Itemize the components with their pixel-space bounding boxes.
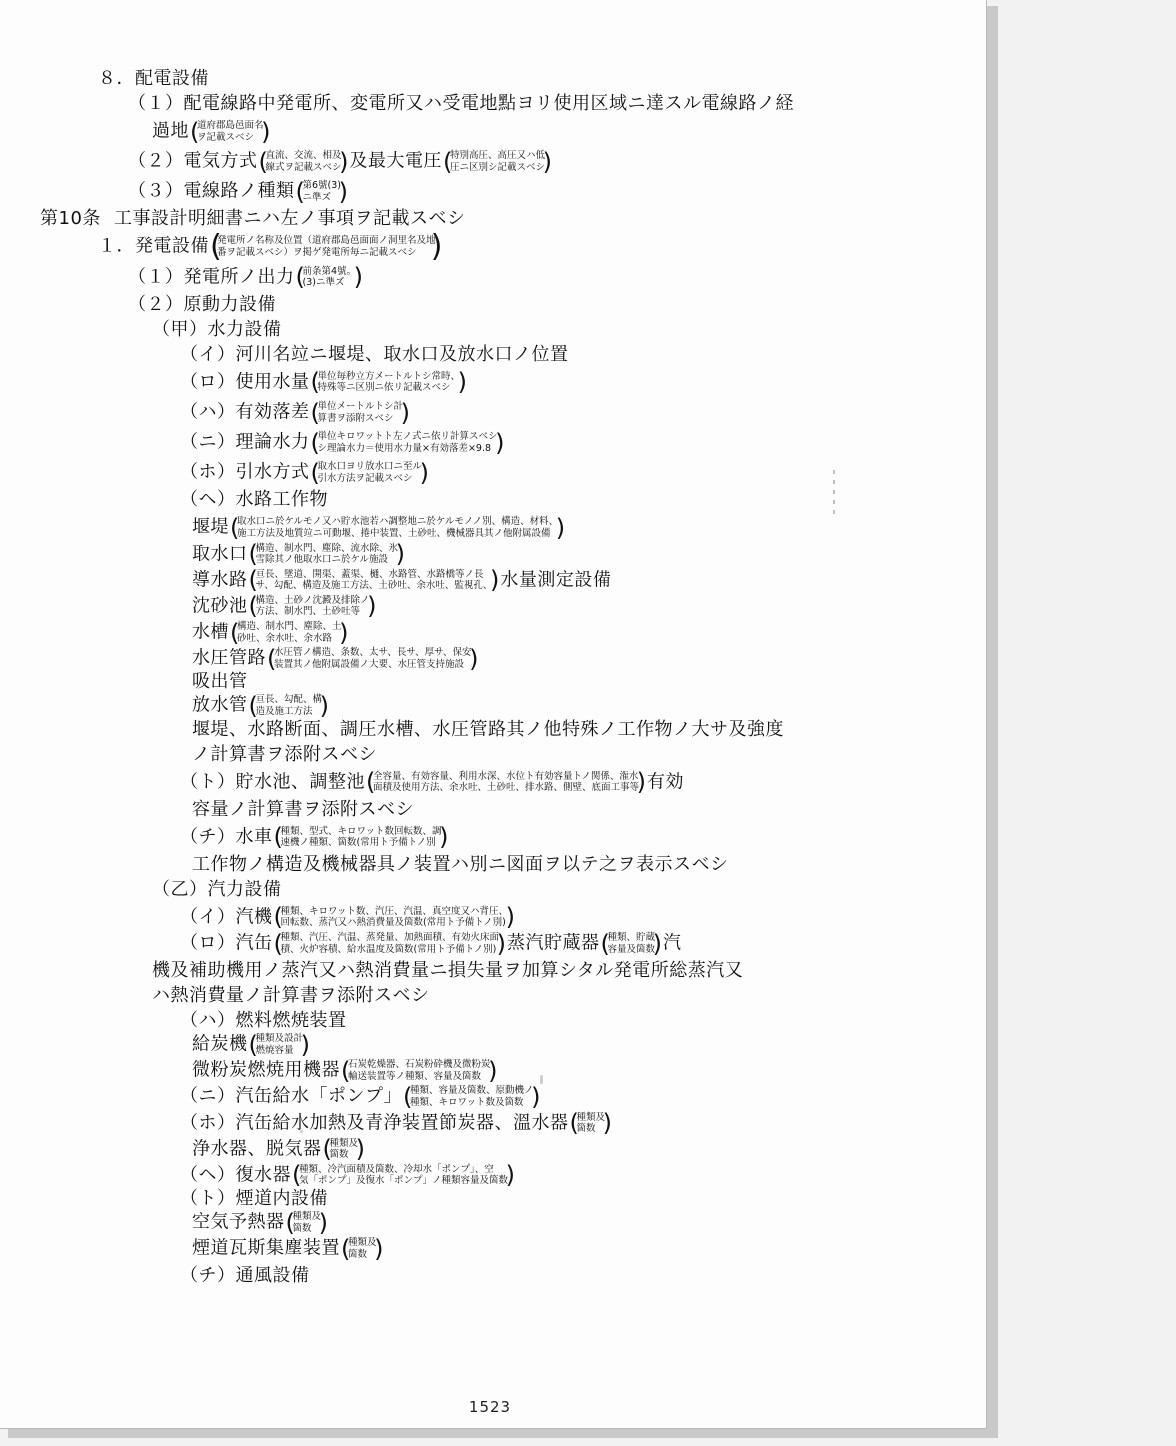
line-text: 沈砂池 [192,595,248,617]
item-dust-collector [192,1237,940,1260]
item-ro-boiler [180,932,940,955]
annotation-paren: ( 種類及 箇数 ) [286,1211,329,1234]
line-text: （ロ）汽缶 [180,932,273,954]
line-text: 放水管 [192,694,248,716]
item-air-preheater [192,1211,940,1234]
item-ro-water [180,371,940,394]
item-chi-turbine [180,826,940,849]
item-8-1 [128,95,940,113]
annotation-paren: ( 単位毎秒立方メートルトシ常時、 特殊等ニ区別ニ依リ記載スベシ ) [311,371,468,394]
item-ha-combustion [180,1012,940,1030]
line-text: （ホ）汽缶給水加熱及青浄装置節炭器、溫水器 [180,1112,569,1134]
item-boiler-cont-2 [152,987,940,1005]
item-pulverized-coal [192,1059,940,1082]
line-text: （イ）汽機 [180,906,273,928]
line-text: 蒸汽貯蔵器 [507,932,600,954]
line-text: １．発電設備 [98,236,209,258]
line-text: 過地 [152,120,189,142]
line-text: 微粉炭燃焼用機器 [192,1059,340,1081]
line-text: （ニ）汽缶給水「ポンプ」 [180,1086,402,1108]
annotation-paren: ( 取水口ニ於ケルモノ又ハ貯水池若ハ調整地ニ於ケルモノノ別、構造、材料、 施工方法及地質竝ニ可動堰、捲中装置、土砂吐、機械器具其ノ他附属設備 ) [230,516,565,539]
item-calc-note-1 [192,718,940,740]
line-text: （２）電気方式 [128,150,258,172]
annotation-paren: ( 種類、容量及箇数、原動機ノ 種類、キロワット数及箇数 ) [403,1085,541,1108]
item-8-2 [128,150,940,173]
line-text: 容量ノ計算書ヲ添附スベシ [192,798,414,820]
line-text: 浄水器、脱気器 [192,1138,322,1160]
line-text: （ロ）使用水量 [180,371,310,393]
item-calc-note-2 [192,743,940,765]
item-ni-feed-pump [180,1085,940,1108]
heading-section-8 [98,70,940,88]
line-text: （チ）水車 [180,826,273,848]
item-draft-tube [192,673,940,691]
line-text: 工事設計明細書ニハ左ノ事項ヲ記載スベシ [114,208,466,230]
line-text: （甲）水力設備 [152,318,282,340]
line-text: 機及補助機用ノ蒸汽又ハ熱消費量ニ損失量ヲ加算シタル発電所総蒸汽又 [152,960,744,982]
item-sand-basin [192,595,940,618]
line-text: 給炭機 [192,1033,248,1055]
item-ho-intake [180,461,940,484]
line-text: （ヘ）復水器 [180,1164,291,1186]
annotation-paren: ( 単位キロワットト左ノ式ニ依リ計算スベシ シ理論水力＝使用水力量×有効落差×9.8 ) [311,431,505,454]
line-text: 汽 [663,932,682,954]
line-text: （ニ）理論水力 [180,431,310,453]
item-ni-power [180,431,940,454]
item-i-steam-engine [180,906,940,929]
line-text: 水槽 [192,621,229,643]
line-text: 水圧管路 [192,647,266,669]
line-text: 及最大電圧 [349,150,443,172]
line-text: 吸出管 [192,671,248,693]
item-otsu-steam [152,878,940,900]
line-text: ノ計算書ヲ添附スベシ [192,743,377,765]
item-purifier-deaerator [192,1138,940,1161]
line-text: （ハ）燃料燃焼装置 [180,1010,347,1032]
annotation-paren: ( 道府郡島邑面名 ヲ記載スベシ ) [190,120,271,143]
item-tailrace [192,694,940,717]
item-stoker [192,1033,940,1056]
item-8-3 [128,180,940,203]
line-text: 堰堤、水路断面、調圧水槽、水圧管路其ノ他特殊ノ工作物ノ大サ及強度 [192,718,784,740]
item-he-waterway [180,491,940,509]
annotation-paren: ( 単位メートルトシ計 算書ヲ添附スベシ ) [311,401,411,424]
annotation-paren: ( 種類及 箇数 ) [341,1237,384,1260]
annotation-paren: ( 種類、キロワット数、汽圧、汽温、真空度又ハ背圧、 回転数、蒸汽又ハ熱消費量及箇数(常用ト予備トノ別) ) [274,906,516,929]
item-kou-hydro [152,318,940,340]
item-10-1-1 [128,266,940,289]
annotation-paren: ( 取水口ヨリ放水口ニ至ル 引水方法ヲ記載スベシ ) [311,461,430,484]
item-10-1 [98,235,940,258]
item-to-flue [180,1190,940,1208]
annotation-paren: ( 石炭乾燥器、石炭粉砕機及微粉炭 輸送装置等ノ種類、容量及箇数 ) [341,1059,498,1082]
item-ho-feedwater-heater [180,1112,940,1135]
article-number: 第10条 [40,208,101,230]
item-chi-draft [180,1267,940,1285]
annotation-paren: ( 構造、土砂ノ沈澱及排除ノ 方法、制水門、土砂吐等 ) [249,595,377,618]
line-text: （ハ）有効落差 [180,401,310,423]
line-text: 導水路 [192,569,248,591]
item-to-reservoir [180,771,940,794]
line-text: （乙）汽力設備 [152,878,282,900]
annotation-paren: ( 種類、冷汽面積及箇数、冷却水「ポンプ」、空 気「ポンプ」及復水「ポンプ」ノ種類容量及箇数 ) [292,1164,515,1187]
item-penstock [192,647,940,670]
item-reservoir-cont [192,798,940,820]
line-text: （チ）通風設備 [180,1265,310,1287]
annotation-paren: ( 種類、型式、キロワット数回転数、調 速機ノ種類、箇数(常用ト予備トノ別 ) [274,826,449,849]
line-text: （ト）煙道内設備 [180,1188,328,1210]
annotation-paren: ( 種類、貯蔵 容量及箇数 ) [601,932,663,955]
line-text: 空気予熱器 [192,1211,285,1233]
annotation-paren: ( 直流、交流、相及 線式ヲ記載スベシ ) [259,150,349,173]
item-dam [192,516,940,539]
item-tank [192,621,940,644]
item-boiler-cont-1 [152,962,940,980]
line-text: ８．配電設備 [98,68,209,89]
line-text: 取水口 [192,543,248,565]
annotation-paren: ( 全容量、有効容量、利用水深、水位ト有効容量トノ関係、潅水 面積及使用方法、余水吐、土砂吐、排水路、側壁、底面工事等 ) [366,771,646,794]
annotation-paren: ( 種類及 箇数 ) [323,1138,366,1161]
annotation-paren: ( 構造、制水門、塵除、土 砂吐、余水吐、余水路 ) [230,621,349,644]
line-text: （２）原動力設備 [128,293,276,315]
line-text: 水量測定設備 [500,569,612,591]
item-ha-head [180,401,940,424]
line-text: （１）配電線路中発電所、変電所又ハ受電地點ヨリ使用区域ニ達スル電線路ノ経 [128,93,794,114]
page-number: 1523 [468,1398,512,1416]
document-body [40,68,940,1416]
article-10 [40,210,940,228]
line-text: ハ熱消費量ノ計算書ヲ添附スベシ [152,985,430,1007]
line-text: （３）電線路ノ種類 [128,180,295,202]
annotation-paren: ( 種類及設計 燃焼容量 ) [249,1033,311,1056]
line-text: （イ）河川名竝ニ堰堤、取水口及放水口ノ位置 [180,343,569,365]
line-text: （ホ）引水方式 [180,461,310,483]
item-drawing-note [192,853,940,875]
line-text: 工作物ノ構造及機械器具ノ装置ハ別ニ図面ヲ以テ之ヲ表示スベシ [192,853,729,875]
annotation-paren: ( 水圧管ノ構造、条数、太サ、長サ、厚サ、保安 装置其ノ他附属設備ノ大要、水圧管支持施設 ) [267,647,479,670]
item-i-river [180,343,940,365]
annotation-paren: ( 発電所ノ名称及位置（道府郡島邑面面ノ洞里名及地 番ヲ記載スベシ）ヲ掲ゲ発電所毎ニ記載スベシ ) [210,235,443,258]
annotation-paren: ( 亘長、勾配、構 造及施工方法 ) [249,694,330,717]
item-headrace [192,569,940,592]
annotation-paren: ( 第6號(3) ニ準ズ ) [296,180,349,203]
item-he-condenser [180,1164,940,1187]
annotation-paren: ( 構造、制水門、塵除、流水除、氷 雪除其ノ他取水口ニ於ケル施設 ) [249,543,406,566]
annotation-paren: ( 亘長、墜道、開渠、蓋渠、樋、水路管、水路橋等ノ長 サ、勾配、構造及施工方法、土砂吐、余水吐、監視孔、 ) [249,569,500,592]
annotation-paren: ( 種類及 箇数 ) [570,1112,613,1135]
line-text: （ト）貯水池、調整池 [180,771,365,793]
annotation-paren: ( 種類、汽圧、汽温、蒸発量、加熱面積、有効火床面 積、火炉容積、給水温度及箇数(常用ト予備トノ別) ) [274,932,507,955]
line-text: 堰堤 [192,516,229,538]
annotation-paren: ( 前条第4號。 (3)ニ準ズ ) [296,266,364,289]
line-text: 煙道瓦斯集塵装置 [192,1237,340,1259]
annotation-paren: ( 特別高圧、高圧又ハ低 圧ニ区別シ記載スベシ ) [443,150,552,173]
item-8-1-cont [152,120,940,143]
item-intake [192,543,940,566]
line-text: （１）発電所ノ出力 [128,266,295,288]
line-text: 有効 [647,771,685,793]
line-text: （ヘ）水路工作物 [180,489,328,511]
item-10-1-2 [128,293,940,315]
